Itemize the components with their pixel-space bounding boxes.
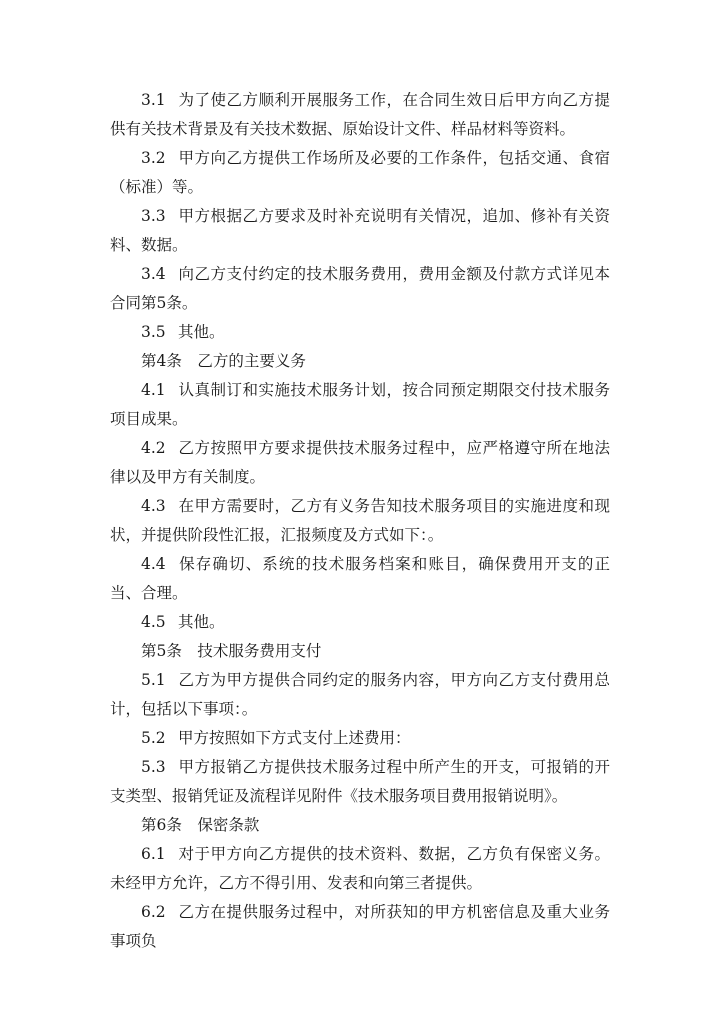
clause-3-5 bbox=[110, 318, 610, 347]
clause-text: 向乙方支付约定的技术服务费用，费用金额及付款方式详见本合同第5条。 bbox=[110, 265, 610, 312]
clause-number: 3.2 bbox=[141, 149, 166, 167]
clause-number: 4.1 bbox=[141, 381, 166, 399]
article-5-heading bbox=[110, 637, 610, 666]
article-title: 保密条款 bbox=[197, 816, 260, 834]
clause-text: 乙方为甲方提供合同约定的服务内容，甲方向乙方支付费用总计，包括以下事项：。 bbox=[110, 671, 610, 718]
clause-number: 4.3 bbox=[141, 497, 166, 515]
clause-5-2 bbox=[110, 724, 610, 753]
article-4-heading bbox=[110, 347, 610, 376]
article-6-heading bbox=[110, 811, 610, 840]
clause-3-4 bbox=[110, 260, 610, 318]
clause-5-3 bbox=[110, 753, 610, 811]
clause-6-2 bbox=[110, 898, 610, 956]
clause-text: 乙方在提供服务过程中，对所获知的甲方机密信息及重大业务事项负 bbox=[110, 903, 610, 950]
clause-4-2 bbox=[110, 434, 610, 492]
clause-3-2 bbox=[110, 144, 610, 202]
clause-6-1 bbox=[110, 840, 610, 898]
clause-5-1 bbox=[110, 666, 610, 724]
clause-text: 在甲方需要时，乙方有义务告知技术服务项目的实施进度和现状，并提供阶段性汇报，汇报频度及方式如下：。 bbox=[110, 497, 610, 544]
clause-text: 甲方按照如下方式支付上述费用： bbox=[178, 729, 411, 747]
article-number: 第6条 bbox=[141, 816, 182, 834]
clause-text: 甲方报销乙方提供技术服务过程中所产生的开支，可报销的开支类型、报销凭证及流程详见附件《技术服务项目费用报销说明》。 bbox=[110, 758, 610, 805]
clause-text: 乙方按照甲方要求提供技术服务过程中，应严格遵守所在地法律以及甲方有关制度。 bbox=[110, 439, 610, 486]
clause-number: 5.3 bbox=[141, 758, 166, 776]
clause-text: 其他。 bbox=[178, 613, 225, 631]
clause-4-4 bbox=[110, 550, 610, 608]
clause-text: 甲方向乙方提供工作场所及必要的工作条件，包括交通、食宿（标准）等。 bbox=[110, 149, 610, 196]
article-number: 第5条 bbox=[141, 642, 182, 660]
clause-number: 6.2 bbox=[141, 903, 166, 921]
clause-number: 5.2 bbox=[141, 729, 166, 747]
clause-number: 3.1 bbox=[141, 91, 166, 109]
clause-4-3 bbox=[110, 492, 610, 550]
clause-text: 保存确切、系统的技术服务档案和账目，确保费用开支的正当、合理。 bbox=[110, 555, 610, 602]
clause-text: 甲方根据乙方要求及时补充说明有关情况，追加、修补有关资料、数据。 bbox=[110, 207, 610, 254]
clause-3-1 bbox=[110, 86, 610, 144]
clause-4-5 bbox=[110, 608, 610, 637]
clause-number: 3.5 bbox=[141, 323, 166, 341]
clause-text: 认真制订和实施技术服务计划，按合同预定期限交付技术服务项目成果。 bbox=[110, 381, 610, 428]
clause-number: 5.1 bbox=[141, 671, 166, 689]
clause-number: 6.1 bbox=[141, 845, 166, 863]
article-title: 乙方的主要义务 bbox=[197, 352, 306, 370]
clause-number: 4.4 bbox=[141, 555, 166, 573]
clause-number: 3.4 bbox=[141, 265, 166, 283]
article-title: 技术服务费用支付 bbox=[197, 642, 322, 660]
clause-3-3 bbox=[110, 202, 610, 260]
clause-4-1 bbox=[110, 376, 610, 434]
document-page bbox=[110, 86, 610, 956]
clause-number: 4.5 bbox=[141, 613, 166, 631]
clause-number: 3.3 bbox=[141, 207, 166, 225]
clause-text: 为了使乙方顺利开展服务工作，在合同生效日后甲方向乙方提供有关技术背景及有关技术数据、原始设计文件、样品材料等资料。 bbox=[110, 91, 610, 138]
clause-number: 4.2 bbox=[141, 439, 166, 457]
clause-text: 对于甲方向乙方提供的技术资料、数据，乙方负有保密义务。未经甲方允许，乙方不得引用、发表和向第三者提供。 bbox=[110, 845, 610, 892]
clause-text: 其他。 bbox=[178, 323, 225, 341]
article-number: 第4条 bbox=[141, 352, 182, 370]
